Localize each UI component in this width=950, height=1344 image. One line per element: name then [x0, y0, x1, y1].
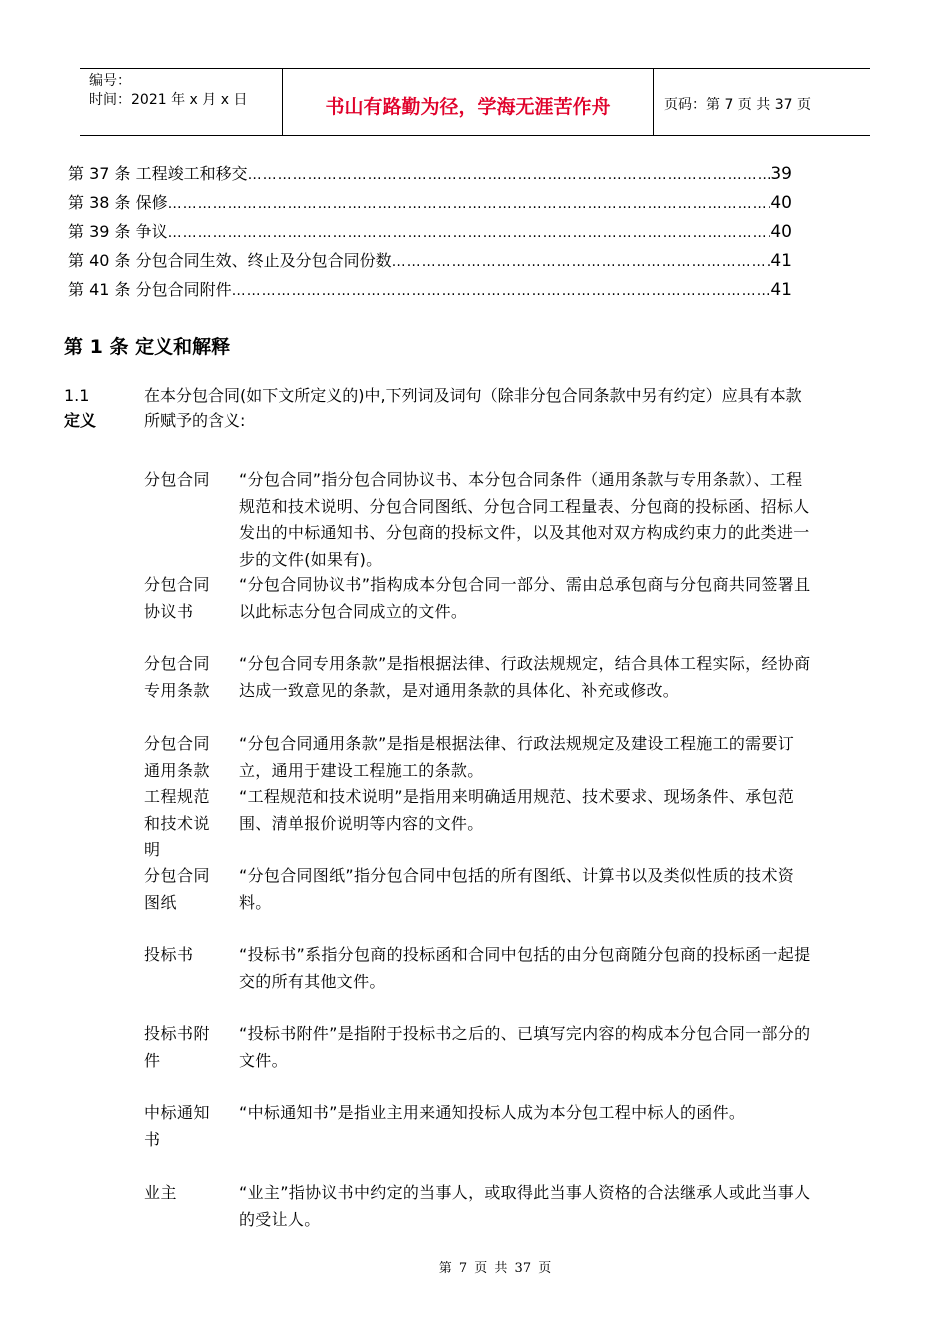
toc-entry — [68, 248, 792, 277]
toc-leader-dots — [232, 283, 771, 299]
table-of-contents — [68, 161, 792, 306]
page-header — [80, 68, 870, 136]
definition-term: 分包合同通用条款 — [144, 734, 211, 780]
clause-number: 1.1 — [64, 386, 90, 405]
section-title: 第 1 条 定义和解释 — [64, 336, 231, 358]
definition-term: 分包合同 — [144, 470, 211, 489]
toc-leader-dots — [392, 254, 771, 270]
clause-heading — [64, 383, 96, 433]
definition-term: 分包合同协议书 — [144, 575, 211, 621]
toc-entry-page: 41 — [770, 251, 792, 271]
page-footer: 第 7 页 共 37 页 — [438, 1261, 552, 1276]
toc-leader-dots — [248, 167, 771, 183]
header-page-info: 页码：第 7 页 共 37 页 — [664, 97, 811, 113]
toc-entry-label: 第 41 条 分包合同附件 — [68, 280, 232, 299]
toc-entry-label: 第 38 条 保修 — [68, 193, 168, 212]
clause-title: 定义 — [64, 411, 97, 430]
toc-entry-label: 第 37 条 工程竣工和移交 — [68, 164, 248, 183]
toc-entry-page: 40 — [770, 193, 792, 213]
definition-term: 投标书 — [144, 945, 194, 964]
document-date: 时间：2021 年 x 月 x 日 — [89, 92, 248, 108]
definition-text: “投标书附件”是指附于投标书之后的、已填写完内容的构成本分包合同一部分的文件。 — [239, 1024, 811, 1070]
definition-text: “投标书”系指分包商的投标函和合同中包括的由分包商随分包商的投标函一起提交的所有其他文件。 — [239, 945, 811, 991]
definition-text: “分包合同专用条款”是指根据法律、行政法规规定，结合具体工程实际，经协商达成一致意见的条款，是对通用条款的具体化、补充或修改。 — [239, 654, 811, 700]
definition-text: “业主”指协议书中约定的当事人，或取得此当事人资格的合法继承人或此当事人的受让人。 — [239, 1183, 811, 1229]
clause-text: 在本分包合同(如下文所定义的)中,下列词及词句（除非分包合同条款中另有约定）应具有本款所赋予的含义: — [144, 386, 802, 430]
toc-entry-label: 第 39 条 争议 — [68, 222, 168, 241]
toc-entry — [68, 277, 792, 306]
definition-text: “分包合同协议书”指构成本分包合同一部分、需由总承包商与分包商共同签署且以此标志分包合同成立的文件。 — [239, 575, 811, 621]
definition-term: 工程规范和技术说明 — [144, 787, 211, 859]
toc-entry-page: 40 — [770, 222, 792, 242]
toc-leader-dots — [168, 196, 771, 212]
toc-entry-page: 41 — [770, 280, 792, 300]
toc-entry — [68, 161, 792, 190]
toc-entry — [68, 190, 792, 219]
toc-entry — [68, 219, 792, 248]
definition-term: 中标通知书 — [144, 1103, 211, 1149]
header-meta — [80, 69, 282, 135]
definition-term: 业主 — [144, 1183, 178, 1202]
header-motto: 书山有路勤为径，学海无涯苦作舟 — [282, 69, 654, 135]
definition-text: “中标通知书”是指业主用来通知投标人成为本分包工程中标人的函件。 — [239, 1103, 746, 1122]
definition-text: “分包合同通用条款”是指是根据法律、行政法规规定及建设工程施工的需要订立，通用于建设工程施工的条款。 — [239, 734, 795, 780]
document-number: 编号： — [89, 73, 131, 89]
toc-entry-page: 39 — [770, 164, 792, 184]
definition-text: “分包合同”指分包合同协议书、本分包合同条件（通用条款与专用条款）、工程规范和技术说明、分包合同图纸、分包合同工程量表、分包商的投标函、招标人发出的中标通知书、分包商的投标文件，以及其他对双方构成约束力的此类进一步的文件(如果有)。 — [239, 470, 810, 569]
definition-term: 投标书附件 — [144, 1024, 211, 1070]
toc-leader-dots — [168, 225, 771, 241]
toc-entry-label: 第 40 条 分包合同生效、终止及分包合同份数 — [68, 251, 392, 270]
definition-term: 分包合同图纸 — [144, 866, 211, 912]
definition-term: 分包合同专用条款 — [144, 654, 211, 700]
definition-text: “工程规范和技术说明”是指用来明确适用规范、技术要求、现场条件、承包范围、清单报价说明等内容的文件。 — [239, 787, 795, 833]
definition-text: “分包合同图纸”指分包合同中包括的所有图纸、计算书以及类似性质的技术资料。 — [239, 866, 795, 912]
